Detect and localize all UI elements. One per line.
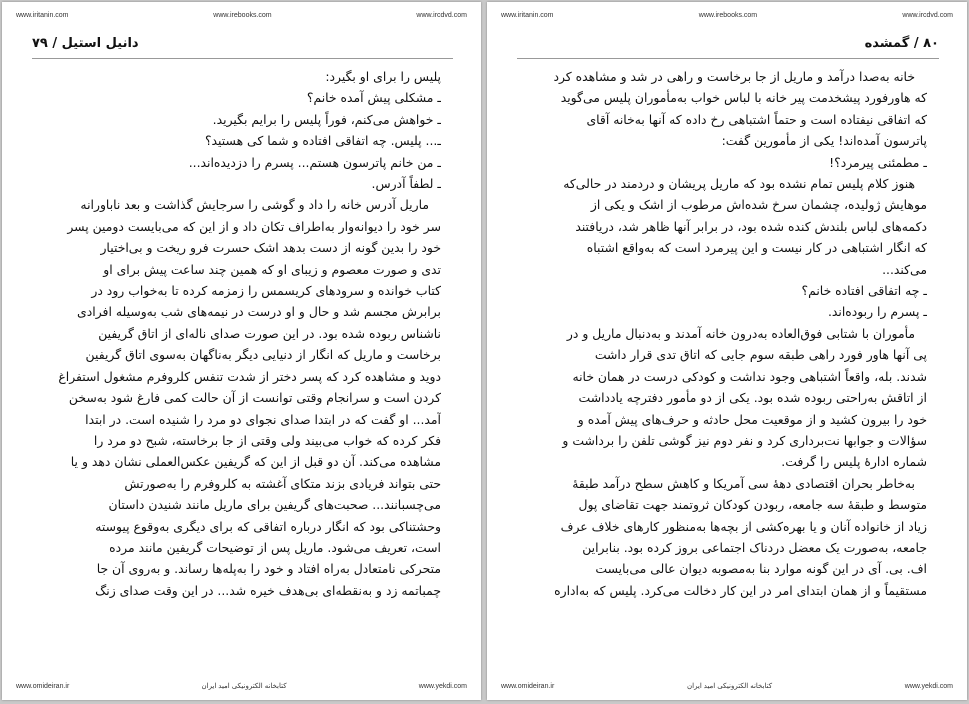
text-line: برابرش مجسم شد و حال و او درست در نیمه‌های شب به‌وسیله افرادی bbox=[77, 304, 441, 320]
header-divider bbox=[517, 58, 939, 59]
footer-center: کتابخانه الکترونیکی امید ایران bbox=[686, 683, 773, 690]
text-line: که هاورفورد پیشخدمت پیر خانه با لباس خواب به‌مأموران پلیس می‌گوید bbox=[560, 90, 927, 106]
text-line: شدند. بله، واقعاً اشتباهی وجود نداشت و کودکی درست در همان خانه bbox=[572, 368, 927, 384]
url-right: www.ircdvd.com bbox=[416, 12, 467, 19]
url-center: www.irebooks.com bbox=[213, 12, 272, 19]
text-line: ناشناس ربوده شده بود. در این صورت صدای ناله‌ای از اتاق گریفین bbox=[98, 325, 441, 341]
text-line: سؤالات و جوابها نت‌برداری کرد و نفر دوم نیز گوشی تلفن را برداشت و bbox=[562, 432, 927, 448]
text-line: مأموران با شتابی فوق‌العاده به‌درون خانه آمدند و به‌دنبال ماریل و در bbox=[566, 325, 915, 341]
footer-right: www.yekdi.com bbox=[418, 682, 467, 690]
right-page bbox=[487, 2, 967, 700]
text-line: چمباتمه زد و به‌نقطه‌ای بی‌هدف خیره شد... در این وقت صدای زنگ bbox=[95, 582, 441, 598]
text-line: ـ مطمئنی پیرمرد؟! bbox=[829, 154, 927, 170]
text-line: ـ... پلیس. چه اتفاقی افتاده و شما کی هستید؟ bbox=[204, 133, 441, 149]
text-line: ـ پسرم را ربوده‌اند. bbox=[827, 304, 927, 320]
footer-row bbox=[501, 682, 953, 690]
text-line: می‌کند... bbox=[882, 261, 927, 277]
text-line: حتی بتواند فریادی بزند متکای آغشته به کلروفرم را به‌صورتش bbox=[124, 475, 441, 491]
text-line: ـ خواهش می‌کنم، فوراً پلیس را برایم بگیرید. bbox=[212, 111, 441, 127]
url-center: www.irebooks.com bbox=[698, 12, 758, 19]
text-line: ماریل آدرس خانه را داد و گوشی را سرجایش گذاشت و بعد ناباورانه bbox=[80, 197, 429, 213]
text-line: از اتاقش به‌راحتی ربوده شده بود. یکی از دو مأمور دفترچه یادداشت bbox=[578, 390, 927, 406]
text-line: سر خود را دیوانه‌وار به‌اطراف تکان داد و از این که می‌بایست دومین پسر bbox=[67, 218, 441, 234]
url-left: www.iritanin.com bbox=[501, 12, 554, 19]
page-header bbox=[517, 36, 939, 54]
text-line: خود را بدین گونه از دست بدهد اشک حسرت فرو ریخت و بی‌اختیار bbox=[100, 240, 441, 256]
header-divider bbox=[32, 58, 453, 59]
text-line: پاترسون آمده‌اند! یکی از مأمورین گفت: bbox=[721, 133, 927, 149]
text-line: فکر کرده که خواب می‌بیند ولی وقتی از جا برخاسته، شبح دو مرد را bbox=[93, 432, 441, 448]
text-line: موهایش ژولیده، چشمان سرخ شده‌اش مرطوب از اشک و یکی از bbox=[590, 197, 927, 213]
footer-row bbox=[16, 682, 467, 690]
text-line: دکمه‌های لباس بلندش کنده شده بود، در برابر آنها ظاهر شد، دریافتند bbox=[575, 218, 927, 234]
text-line: می‌چسبانند... صحبت‌های گریفین برای ماریل مانند شنیدن داستان bbox=[108, 497, 441, 513]
footer-left: www.omideiran.ir bbox=[501, 682, 555, 690]
text-line: متحرکی نامتعادل به‌راه افتاد و خود را به‌پله‌ها رساند. و به‌روی آن جا bbox=[96, 561, 441, 577]
text-line: جامعه، به‌صورت یک معضل دردناک اجتماعی بروز کرده بود. بنابراین bbox=[582, 539, 927, 555]
body-text bbox=[44, 66, 441, 670]
page-header bbox=[32, 36, 453, 54]
text-line: اف. بی. آی در این گونه موارد بنا به‌مصوبه دیوان عالی می‌بایست bbox=[595, 561, 927, 577]
text-line: پی آنها هاور فورد راهی طبقه سوم جایی که اتاق تدی قرار داشت bbox=[594, 347, 927, 363]
text-line: کتاب خوانده و سرودهای کریسمس را زمزمه کرده تا به‌خواب رود در bbox=[91, 283, 441, 299]
text-line: خود را بیرون کشید و از موقعیت محل حادثه و حرف‌های پیش آمده و bbox=[577, 411, 927, 427]
text-line: مستقیماً و از همان ابتدای امر در این کار دخالت می‌کرد. پلیس که به‌اداره bbox=[554, 582, 927, 598]
text-line: پلیس را برای او بگیرد: bbox=[325, 69, 441, 84]
text-line: است، تعریف می‌شود. ماریل پس از توضیحات گریفین مانند مرده bbox=[109, 539, 441, 555]
text-line: مشاهده می‌کند. آن دو قبل از این که گریفین عکس‌العملی نشان دهد و یا bbox=[70, 454, 441, 470]
footer-left: www.omideiran.ir bbox=[16, 682, 70, 690]
page-header-text: دانیل استیل / ۷۹ bbox=[32, 36, 139, 51]
top-url-row bbox=[501, 12, 953, 19]
text-line: هنوز کلام پلیس تمام نشده بود که ماریل پریشان و دردمند در حالی‌که bbox=[563, 176, 915, 192]
text-line: متوسط و طبقهٔ سه جامعه، ربودن کودکان ثروتمند جهت تقاضای پول bbox=[578, 497, 927, 513]
text-line: که اتفاقی نیفتاده است و حتماً اشتباهی رخ داده که آنها به‌خانه آقای bbox=[586, 111, 927, 127]
text-line: به‌خاطر بحران اقتصادی دههٔ سی آمریکا و کاهش سطح درآمد طبقهٔ bbox=[572, 475, 915, 491]
url-left: www.iritanin.com bbox=[16, 12, 69, 19]
text-line: خانه به‌صدا درآمد و ماریل از جا برخاست و راهی در شد و مشاهده کرد bbox=[553, 69, 915, 84]
text-line: کردن است و سرانجام وقتی توانست از آن حالت کمی فارغ شود به‌سخن bbox=[68, 390, 441, 406]
text-line: وحشتناکی بود که انگار درباره اتفاقی که برای دیگری به‌وقوع پیوسته bbox=[95, 518, 441, 534]
text-line: برخاست و ماریل که انگار از دنیایی دیگر به‌ناگهان به‌سوی اتاق گریفین bbox=[85, 347, 441, 363]
text-line: دوید و مشاهده کرد که پسر دختر از شدت تنفس کلروفرم مشغول استفراغ bbox=[58, 368, 441, 384]
text-line: ـ لطفاً آدرس. bbox=[371, 176, 441, 192]
text-line: ـ چه اتفاقی افتاده خانم؟ bbox=[801, 283, 927, 299]
text-line: تدی و صورت معصوم و زیبای او که همین چند ساعت پیش برای او bbox=[103, 261, 441, 277]
text-line: زیاد از خانواده آنان و یا بهره‌کشی از بچه‌ها به‌منظور کارهای خلاف عرف bbox=[560, 518, 927, 534]
page-header-text: ۸۰ / گمشده bbox=[864, 36, 939, 51]
text-line: شماره ادارهٔ پلیس را گرفت. bbox=[781, 454, 927, 470]
body-text bbox=[529, 66, 927, 670]
footer-center: کتابخانه الکترونیکی امید ایران bbox=[201, 683, 287, 690]
text-line: ـ مشکلی پیش آمده خانم؟ bbox=[306, 90, 441, 106]
text-line: ـ من خانم پاترسون هستم... پسرم را دزدیده‌اند... bbox=[188, 154, 441, 170]
left-page bbox=[2, 2, 481, 700]
url-right: www.ircdvd.com bbox=[902, 12, 953, 19]
top-url-row bbox=[16, 12, 467, 19]
text-line: که انگار اشتباهی در کار نیست و این پیرمرد است که به‌واقع اشتباه bbox=[586, 240, 927, 256]
text-line: آمد... او گفت که در ابتدا صدای نجوای دو مرد را شنیده است. در ابتدا bbox=[85, 411, 441, 427]
footer-right: www.yekdi.com bbox=[904, 682, 953, 690]
